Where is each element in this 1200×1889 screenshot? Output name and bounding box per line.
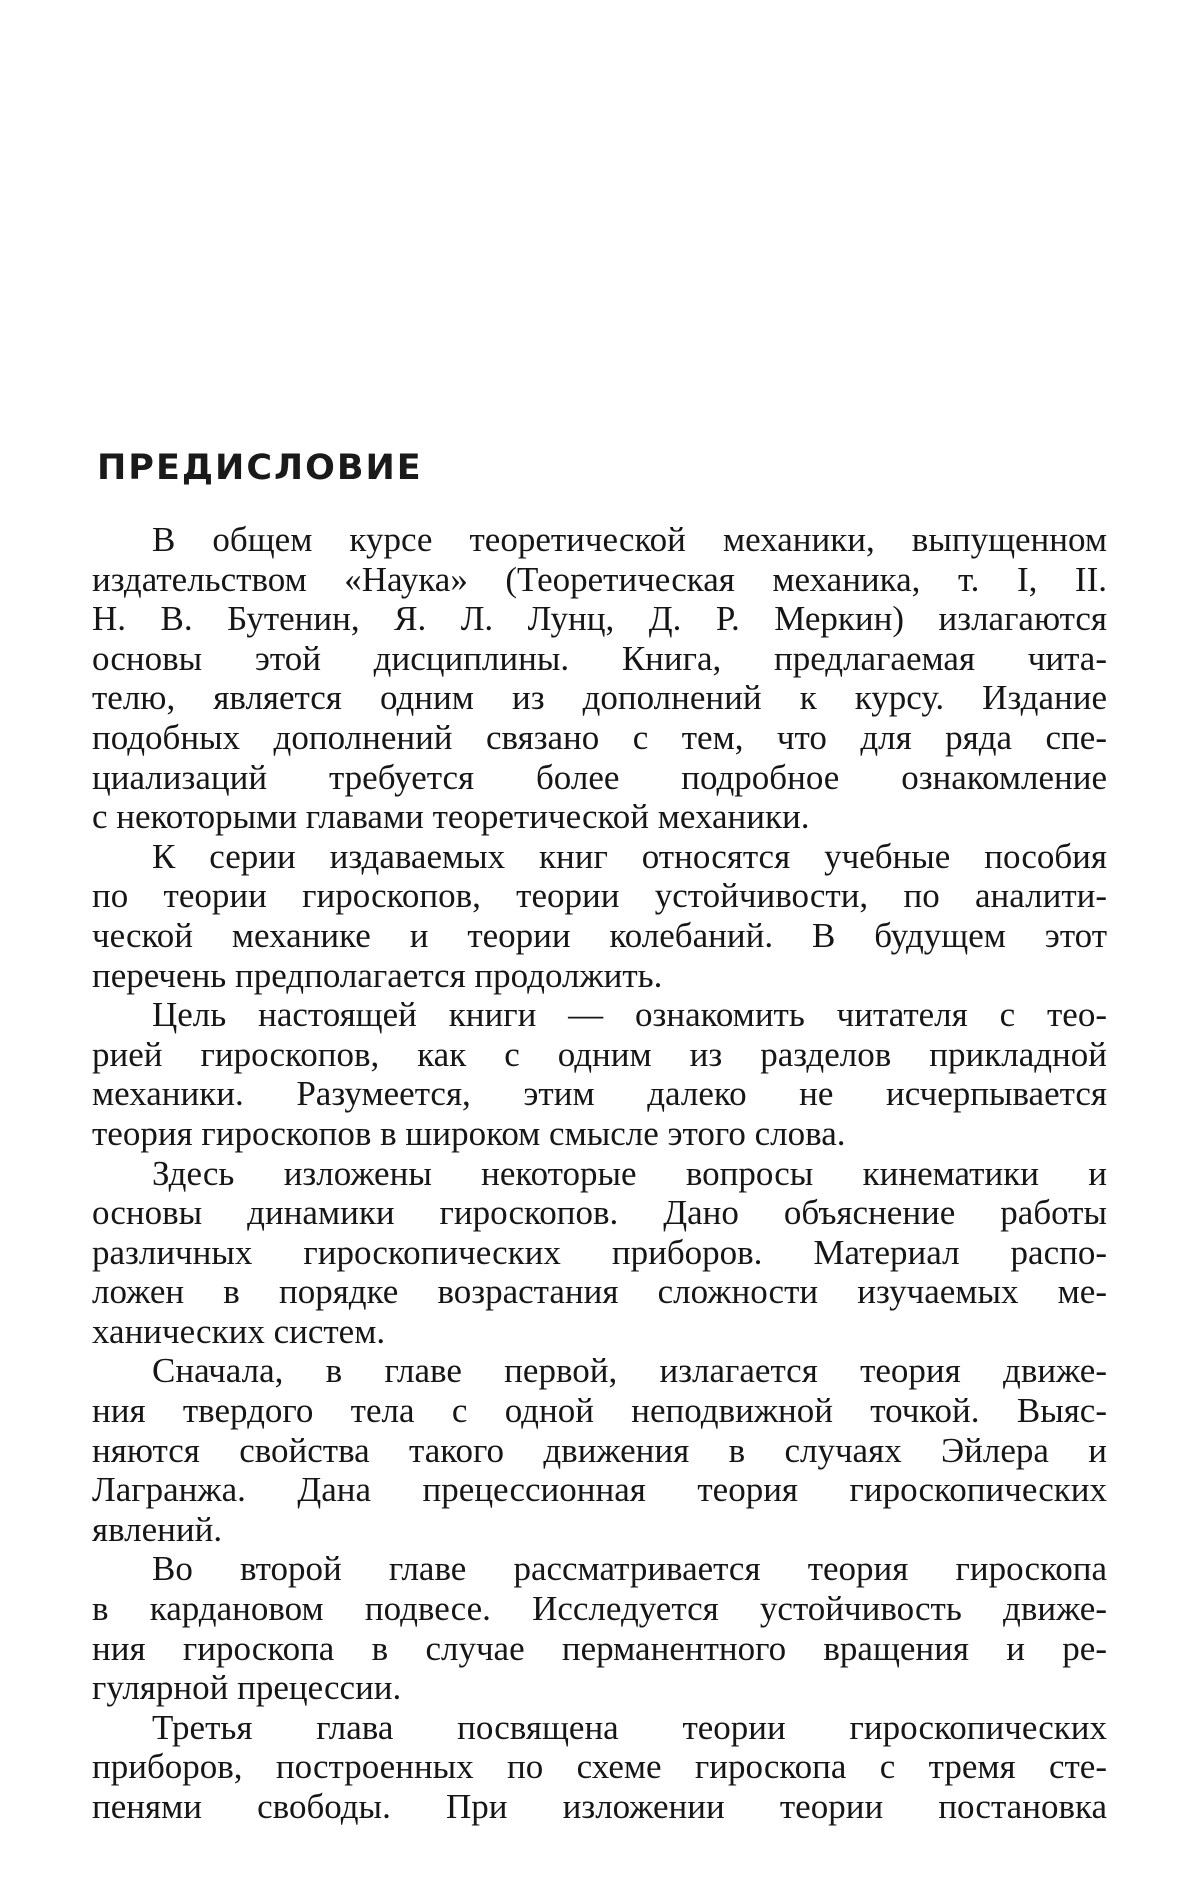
paragraph: [92, 520, 1107, 837]
text-line: Цель настоящей книги — ознакомить читателя с тео-: [152, 995, 1107, 1035]
text-line: К серии издаваемых книг относятся учебные пособия: [152, 836, 1107, 876]
text-line: теория гироскопов в широком смысле этого слова.: [92, 1113, 846, 1153]
text-line: перечень предполагается продолжить.: [92, 955, 663, 995]
text-line: Здесь изложены некоторые вопросы кинематики и: [152, 1153, 1107, 1193]
text-line: основы динамики гироскопов. Дано объяснение работы: [92, 1193, 1107, 1233]
text-line: няются свойства такого движения в случаях Эйлера и: [92, 1430, 1107, 1470]
text-line: различных гироскопических приборов. Материал распо-: [92, 1232, 1107, 1272]
text-line: ния твердого тела с одной неподвижной точкой. Выяс-: [92, 1391, 1107, 1431]
text-line: в кардановом подвесе. Исследуется устойчивость движе-: [92, 1589, 1107, 1629]
text-line: В общем курсе теоретической механики, выпущенном: [152, 520, 1107, 559]
text-line: Третья глава посвящена теории гироскопических: [152, 1707, 1107, 1747]
text-line: ханических систем.: [92, 1311, 386, 1351]
body-text: [92, 520, 1107, 1827]
text-line: Во второй главе рассматривается теория гироскопа: [152, 1549, 1107, 1589]
paragraph: [92, 837, 1107, 995]
text-line: Лагранжа. Дана прецессионная теория гироскопических: [92, 1470, 1107, 1510]
text-line: ния гироскопа в случае перманентного вращения и ре-: [92, 1628, 1107, 1668]
text-line: механики. Разумеется, этим далеко не исчерпывается: [92, 1074, 1107, 1114]
text-line: по теории гироскопов, теории устойчивости, по аналити-: [92, 876, 1107, 916]
text-line: подобных дополнений связано с тем, что для ряда спе-: [92, 717, 1107, 757]
paragraph: [92, 1351, 1107, 1549]
page-heading: ПРЕДИСЛОВИЕ: [97, 448, 423, 488]
text-line: пенями свободы. При изложении теории постановка: [92, 1787, 1107, 1826]
paragraph: [92, 995, 1107, 1153]
text-line: Н. В. Бутенин, Я. Л. Лунц, Д. Р. Меркин) излагаются: [92, 599, 1107, 639]
text-line: циализаций требуется более подробное ознакомление: [92, 757, 1107, 797]
text-line: основы этой дисциплины. Книга, предлагаемая чита-: [92, 638, 1107, 678]
paragraph: [92, 1708, 1107, 1827]
text-line: Сначала, в главе первой, излагается теория движе-: [152, 1351, 1107, 1391]
text-line: явлений.: [92, 1509, 223, 1549]
paragraph: [92, 1549, 1107, 1707]
text-line: гулярной прецессии.: [92, 1668, 402, 1708]
text-line: рией гироскопов, как с одним из разделов прикладной: [92, 1034, 1107, 1074]
text-line: телю, является одним из дополнений к курсу. Издание: [92, 678, 1107, 718]
text-line: приборов, построенных по схеме гироскопа с тремя сте-: [92, 1747, 1107, 1787]
text-line: издательством «Наука» (Теоретическая механика, т. I, II.: [92, 559, 1107, 599]
paragraph: [92, 1154, 1107, 1352]
text-line: с некоторыми главами теоретической механики.: [92, 797, 810, 837]
text-line: ческой механике и теории колебаний. В будущем этот: [92, 915, 1107, 955]
text-line: ложен в порядке возрастания сложности изучаемых ме-: [92, 1272, 1107, 1312]
